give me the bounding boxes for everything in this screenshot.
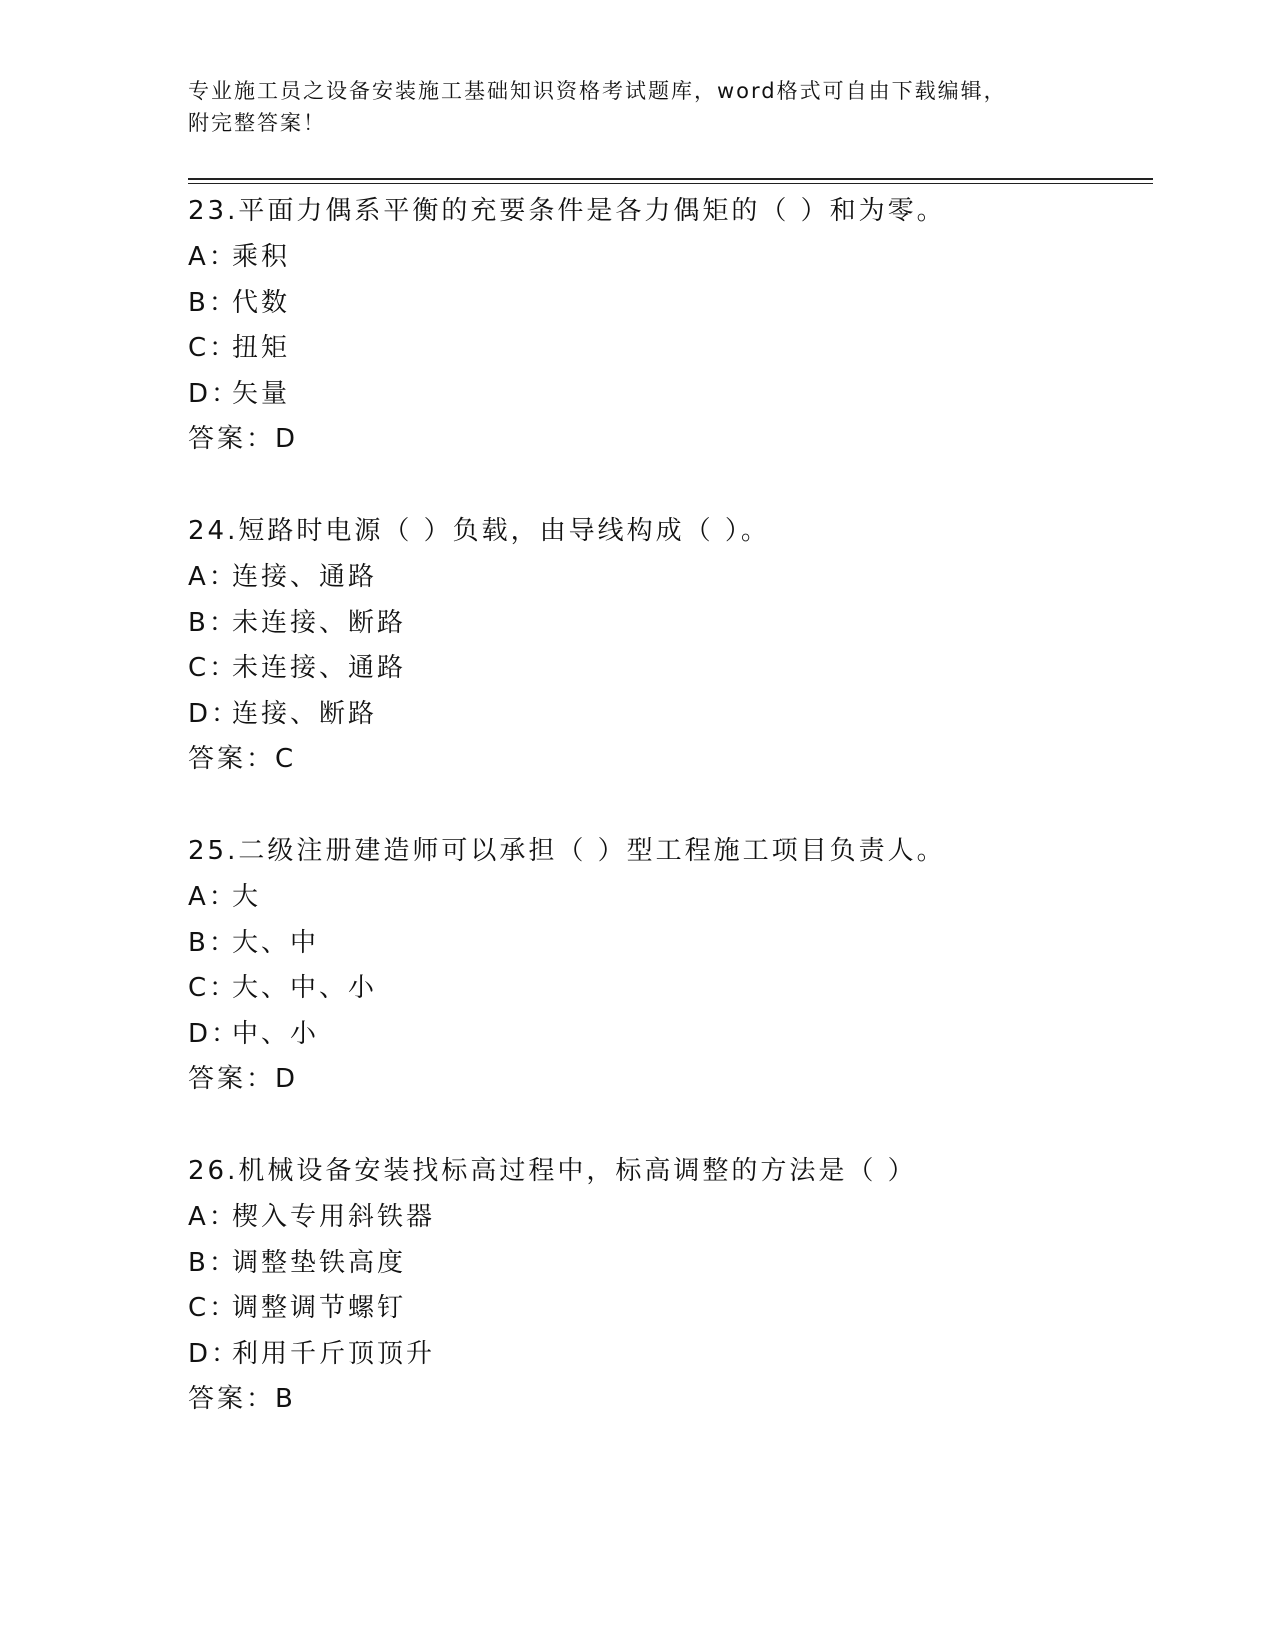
answer-label: 答案： [188,424,276,454]
header-text-line-2: 附完整答案！ [188,111,326,135]
question-option-c [188,965,377,1011]
option-text: 大 [232,882,262,912]
question-option-d [188,1331,435,1377]
option-key: A： [188,242,238,272]
question-item [188,828,1153,1148]
option-key: D： [188,699,241,729]
option-key: D： [188,1339,241,1369]
question-option-c [188,325,290,371]
option-key: B： [188,608,238,638]
answer-value: D [275,424,299,454]
question-option-d [188,1011,319,1057]
option-text: 调整垫铁高度 [232,1248,407,1278]
option-key: A： [188,882,238,912]
header-text-line-1: 专业施工员之设备安装施工基础知识资格考试题库，word格式可自由下载编辑， [188,79,1007,103]
question-option-b [188,920,319,966]
option-text: 大、中、小 [232,973,378,1003]
option-key: B： [188,1248,238,1278]
question-title: 25.二级注册建造师可以承担（ ）型工程施工项目负责人。 [188,836,946,866]
document-header [188,75,1068,139]
option-text: 连接、断路 [232,699,378,729]
option-key: C： [188,653,239,683]
question-option-a [188,874,261,920]
question-item [188,1148,1153,1468]
option-key: D： [188,1019,241,1049]
option-key: C： [188,333,239,363]
question-answer [188,1056,298,1102]
answer-label: 答案： [188,1064,276,1094]
question-option-b [188,280,290,326]
option-text: 连接、通路 [232,562,378,592]
option-text: 中、小 [232,1019,320,1049]
question-title: 26.机械设备安装找标高过程中，标高调整的方法是（ ） [188,1156,917,1186]
question-option-b [188,600,406,646]
question-option-a [188,554,377,600]
option-text: 未连接、通路 [232,653,407,683]
question-option-c [188,1285,406,1331]
question-item [188,508,1153,828]
question-option-c [188,645,406,691]
option-key: C： [188,973,239,1003]
header-divider-thin [188,183,1153,184]
option-key: A： [188,562,238,592]
option-text: 未连接、断路 [232,608,407,638]
option-key: A： [188,1202,238,1232]
option-text: 矢量 [232,379,291,409]
option-text: 大、中 [232,928,320,958]
option-text: 利用千斤顶顶升 [232,1339,436,1369]
question-title: 23.平面力偶系平衡的充要条件是各力偶矩的（ ）和为零。 [188,196,946,226]
option-key: D： [188,379,241,409]
question-answer [188,1376,296,1422]
question-item [188,188,1153,508]
answer-value: D [275,1064,299,1094]
option-text: 乘积 [232,242,291,272]
answer-label: 答案： [188,1384,276,1414]
question-option-a [188,1194,435,1240]
answer-value: C [275,744,297,774]
option-text: 调整调节螺钉 [232,1293,407,1323]
question-answer [188,416,298,462]
answer-label: 答案： [188,744,276,774]
option-key: C： [188,1293,239,1323]
option-key: B： [188,928,238,958]
answer-value: B [275,1384,296,1414]
question-list [188,188,1153,1468]
question-title: 24.短路时电源（ ）负载，由导线构成（ ）。 [188,516,770,546]
question-answer [188,736,296,782]
option-key: B： [188,288,238,318]
option-text: 代数 [232,288,291,318]
question-option-b [188,1240,406,1286]
question-option-a [188,234,290,280]
option-text: 楔入专用斜铁器 [232,1202,436,1232]
option-text: 扭矩 [232,333,291,363]
question-option-d [188,371,290,417]
header-divider-thick [188,178,1153,180]
question-option-d [188,691,377,737]
